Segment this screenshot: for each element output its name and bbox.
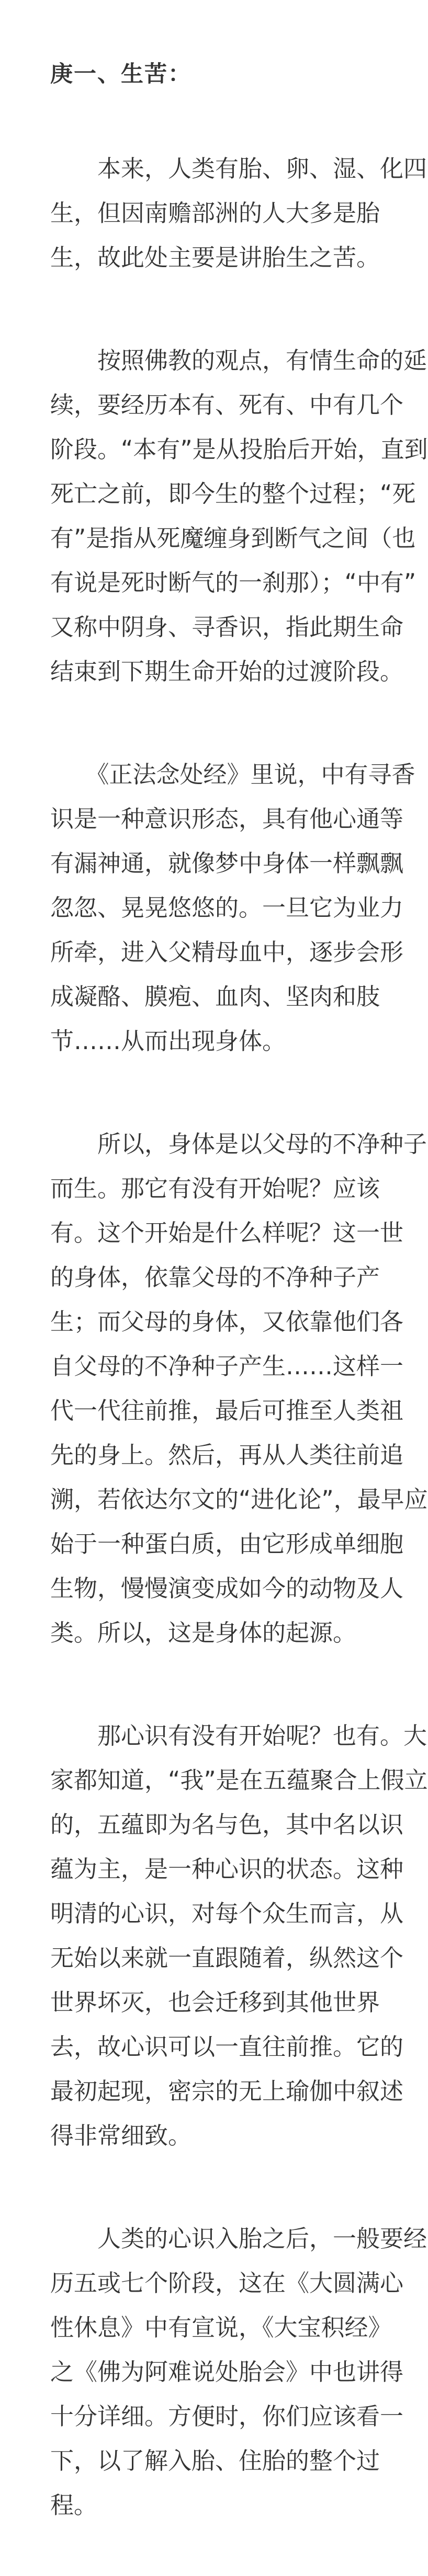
text-line: 始于一种蛋白质，由它形成单细胞 bbox=[50, 1530, 404, 1558]
text-line: 成凝酪、膜疱、血肉、坚肉和肢 bbox=[50, 983, 380, 1010]
text-line: 所以，身体是以父母的不净种子 bbox=[50, 1130, 427, 1158]
text-line: 有。这个开始是什么样呢？这一世 bbox=[50, 1219, 404, 1247]
text-line: 有说是死时断气的一刹那）；“中有” bbox=[50, 569, 416, 596]
text-line: 《正法念处经》里说，中有寻香 bbox=[50, 761, 415, 788]
text-line: 结束到下期生命开始的过渡阶段。 bbox=[50, 658, 404, 685]
text-line: 节……从而出现身体。 bbox=[50, 1027, 286, 1055]
text-line: 而生。那它有没有开始呢？应该 bbox=[50, 1175, 380, 1202]
text-line: 识是一种意识形态，具有他心通等 bbox=[50, 805, 404, 833]
text-line: 类。所以，这是身体的起源。 bbox=[50, 1619, 357, 1647]
paragraph bbox=[50, 1714, 428, 2158]
paragraph bbox=[50, 146, 427, 280]
text-line: 的，五蕴即为名与色，其中名以识 bbox=[50, 1811, 404, 1838]
text-line: 忽忽、晃晃悠悠的。一旦它为业力 bbox=[50, 894, 404, 922]
text-line: 溯，若依达尔文的“进化论”，最早应 bbox=[50, 1486, 428, 1513]
text-line: 阶段。“本有”是从投胎后开始，直到 bbox=[50, 435, 428, 463]
text-line: 自父母的不净种子产生……这样一 bbox=[50, 1352, 404, 1380]
text-line: 明清的心识，对每个众生而言，从 bbox=[50, 1900, 404, 1927]
text-line: 世界坏灭，也会迁移到其他世界 bbox=[50, 1988, 380, 2016]
text-line: 之《佛为阿难说处胎会》中也讲得 bbox=[50, 2358, 404, 2386]
text-line: 的身体，依靠父母的不净种子产 bbox=[50, 1263, 380, 1291]
text-line: 先的身上。然后，再从人类往前追 bbox=[50, 1441, 404, 1469]
text-line: 历五或七个阶段，这在《大圆满心 bbox=[50, 2269, 404, 2297]
text-line: 蕴为主，是一种心识的状态。这种 bbox=[50, 1855, 404, 1883]
text-line: 最初起现，密宗的无上瑜伽中叙述 bbox=[50, 2077, 404, 2105]
text-line: 本来，人类有胎、卵、湿、化四 bbox=[50, 155, 427, 182]
text-line: 续，要经历本有、死有、中有几个 bbox=[50, 391, 404, 419]
text-line: 无始以来就一直跟随着，纵然这个 bbox=[50, 1944, 404, 1972]
text-line: 代一代往前推，最后可推至人类祖 bbox=[50, 1397, 404, 1424]
text-line: 又称中阴身、寻香识，指此期生命 bbox=[50, 613, 404, 641]
section-heading: 庚一、生苦： bbox=[50, 61, 192, 87]
text-line: 有漏神通，就像梦中身体一样飘飘 bbox=[50, 849, 404, 877]
text-line: 生，故此处主要是讲胎生之苦。 bbox=[50, 244, 380, 271]
text-line: 有”是指从死魔缠身到断气之间（也 bbox=[50, 524, 416, 552]
text-line: 生；而父母的身体，又依靠他们各 bbox=[50, 1308, 404, 1336]
text-line: 性休息》中有宣说，《大宝积经》 bbox=[50, 2314, 392, 2341]
text-line: 下，以了解入胎、住胎的整个过 bbox=[50, 2447, 380, 2475]
text-line: 生物，慢慢演变成如今的动物及人 bbox=[50, 1574, 404, 1602]
text-line: 那心识有没有开始呢？也有。大 bbox=[50, 1722, 427, 1750]
paragraph bbox=[50, 2216, 427, 2527]
paragraph bbox=[50, 752, 415, 1063]
text-line: 得非常细致。 bbox=[50, 2122, 192, 2149]
text-line: 去，故心识可以一直往前推。它的 bbox=[50, 2033, 404, 2061]
paragraph bbox=[50, 1122, 428, 1655]
text-line: 所牵，进入父精母血中，逐步会形 bbox=[50, 938, 404, 966]
text-line: 按照佛教的观点，有情生命的延 bbox=[50, 347, 427, 374]
text-line: 死亡之前，即今生的整个过程；“死 bbox=[50, 480, 416, 508]
text-line: 人类的心识入胎之后，一般要经 bbox=[50, 2225, 427, 2252]
text-line: 生，但因南赡部洲的人大多是胎 bbox=[50, 199, 380, 227]
text-line: 家都知道，“我”是在五蕴聚合上假立 bbox=[50, 1766, 428, 1794]
paragraph bbox=[50, 338, 428, 694]
text-line: 程。 bbox=[50, 2491, 98, 2519]
text-line: 十分详细。方便时，你们应该看一 bbox=[50, 2402, 404, 2430]
